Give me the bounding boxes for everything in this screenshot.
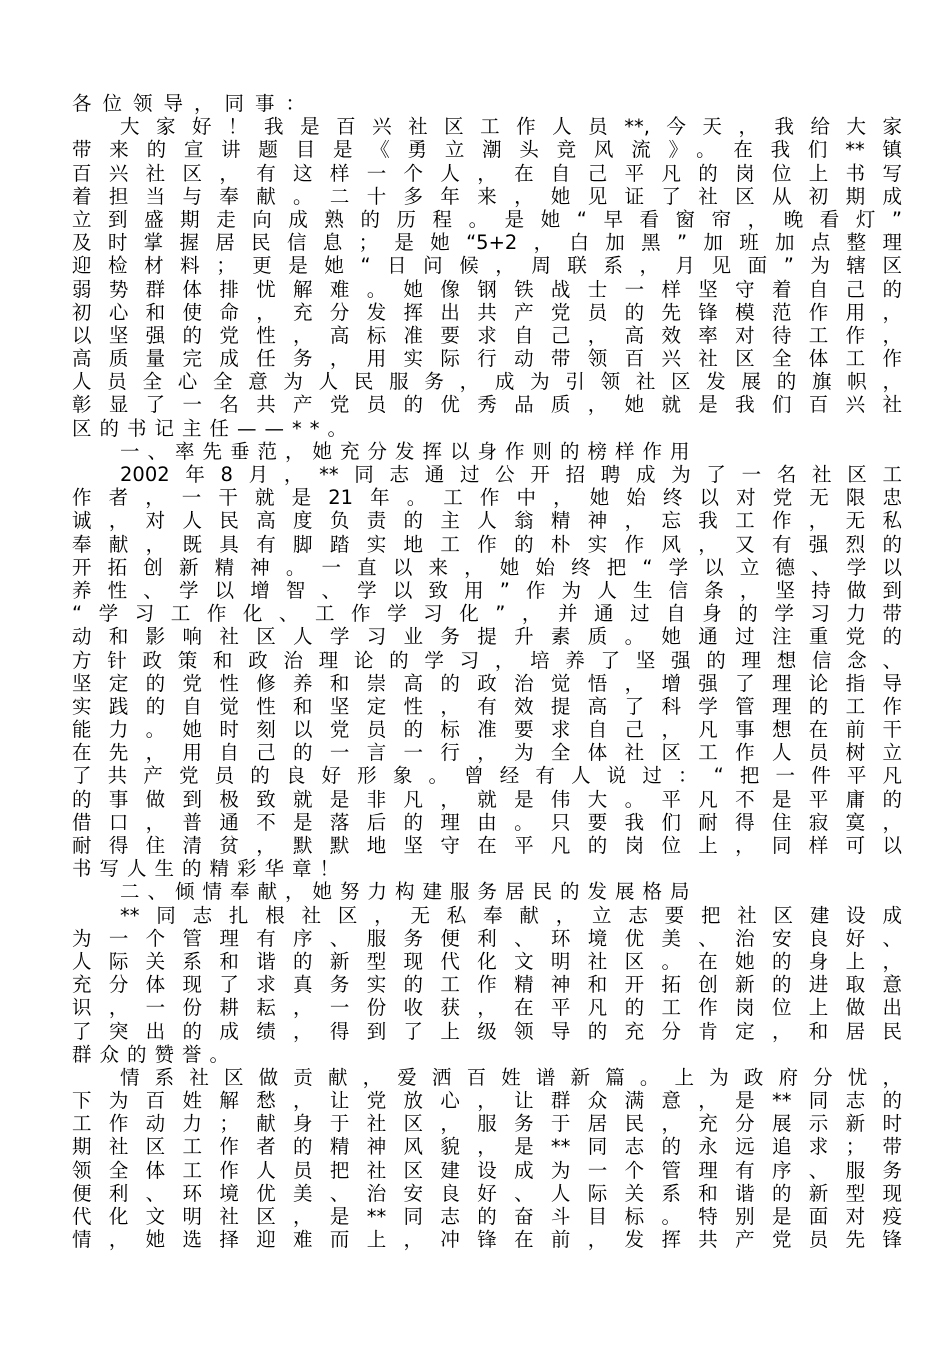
text-line: 了共产党员的良好形象。曾经有人说过：“把一件平凡 (72, 764, 902, 788)
text-line: 开拓创新精神。一直以来，她始终把“学以立德、学以 (72, 555, 902, 579)
text-line: 充分体现了求真务实的工作精神和开拓创新的进取意 (72, 973, 902, 997)
text-line: 下为百姓解愁，让党放心，让群众满意，是**同志的 (72, 1089, 902, 1113)
text-line: 群众的赞誉。 (72, 1042, 238, 1066)
text-line: 迎检材料；更是她“日问候，周联系，月见面”为辖区 (72, 254, 902, 278)
text-line: 百兴社区，有这样一个人，在自己平凡的岗位上书写 (72, 161, 902, 185)
paragraph-first-line: 二、倾情奉献，她努力构建服务居民的发展格局 (120, 880, 698, 904)
salutation-line: 各位领导，同事： (72, 92, 317, 115)
text-line: 作者，一干就是21年。工作中，她始终以对党无限忠 (72, 486, 902, 510)
text-line: 弱势群体排忧解难。她像钢铁战士一样坚守着自己的 (72, 277, 902, 301)
text-line: 动和影响社区人学习业务提升素质。她通过注重党的 (72, 625, 902, 649)
text-line: 期社区工作者的精神风貌，是**同志的永远追求；带 (72, 1135, 902, 1159)
text-line: 书写人生的精彩华章！ (72, 857, 348, 881)
text-line: “学习工作化、工作学习化”，并通过自身的学习力带 (72, 602, 902, 626)
text-line: 耐得住清贫，默默地坚守在平凡的岗位上，同样可以 (72, 834, 902, 857)
paragraph-first-line: **同志扎根社区，无私奉献，立志要把社区建设成 (120, 903, 902, 927)
document-page (72, 92, 902, 1251)
text-line: 实践的自觉性和坚定性，有效提高了科学管理的工作 (72, 694, 902, 718)
text-line: 彰显了一名共产党员的优秀品质，她就是我们百兴社 (72, 393, 902, 417)
text-line: 为一个管理有序、服务便利、环境优美、治安良好、 (72, 926, 902, 950)
text-line: 的事做到极致就是非凡，就是伟大。平凡不是平庸的 (72, 787, 902, 811)
text-line: 便利、环境优美、治安良好、人际关系和谐的新型现 (72, 1181, 902, 1205)
text-line: 养性、学以增智、学以致用”作为人生信条，坚持做到 (72, 578, 902, 602)
text-line: 方针政策和政治理论的学习，培养了坚强的理想信念、 (72, 648, 902, 672)
text-line: 代化文明社区，是**同志的奋斗目标。特别是面对疫 (72, 1205, 902, 1228)
text-line: 了突出的成绩，得到了上级领导的充分肯定，和居民 (72, 1019, 902, 1043)
text-line: 人际关系和谐的新型现代化文明社区。在她的身上， (72, 949, 902, 973)
text-line: 奉献，既具有脚踏实地工作的朴实作风，又有强烈的 (72, 532, 902, 556)
text-line: 借口，普通不是落后的理由。只要我们耐得住寂寞， (72, 810, 902, 834)
text-line: 工作动力；献身于社区，服务于居民，充分展示新时 (72, 1112, 902, 1136)
text-line: 及时掌握居民信息；是她“5+2，白加黑”加班加点整理 (72, 231, 902, 255)
paragraph-first-line: 2002年8月，**同志通过公开招聘成为了一名社区工 (120, 463, 902, 486)
text-line: 在先，用自己的一言一行，为全体社区工作人员树立 (72, 741, 902, 765)
text-line: 区的书记主任——**。 (72, 416, 356, 440)
text-line: 立到盛期走向成熟的历程。是她“早看窗帘，晚看灯” (72, 207, 902, 231)
text-line: 诚，对人民高度负责的主人翁精神，忘我工作，无私 (72, 509, 902, 533)
text-line: 识，一份耕耘，一份收获，在平凡的工作岗位上做出 (72, 996, 902, 1020)
text-line: 坚定的党性修养和崇高的政治觉悟，增强了理论指导 (72, 671, 902, 695)
text-line: 情，她选择迎难而上，冲锋在前，发挥共产党员先锋 (72, 1228, 902, 1252)
text-line: 带来的宣讲题目是《勇立潮头竞风流》。在我们**镇 (72, 138, 902, 162)
text-line: 能力。她时刻以党员的标准要求自己，凡事想在前干 (72, 718, 902, 742)
text-line: 初心和使命，充分发挥出共产党员的先锋模范作用， (72, 300, 902, 324)
text-line: 人员全心全意为人民服务，成为引领社区发展的旗帜， (72, 370, 902, 394)
paragraph-first-line: 一、率先垂范，她充分发挥以身作则的榜样作用 (120, 439, 698, 463)
text-line: 着担当与奉献。二十多年来，她见证了社区从初期成 (72, 184, 902, 208)
paragraph-first-line: 情系社区做贡献，爱洒百姓谱新篇。上为政府分忧， (120, 1065, 902, 1089)
paragraph-first-line: 大家好！我是百兴社区工作人员**,今天，我给大家 (120, 115, 902, 139)
text-line: 领全体工作人员把社区建设成为一个管理有序、服务 (72, 1158, 902, 1182)
text-line: 高质量完成任务，用实际行动带领百兴社区全体工作 (72, 347, 902, 371)
text-line: 以坚强的党性，高标准要求自己，高效率对待工作， (72, 323, 902, 347)
